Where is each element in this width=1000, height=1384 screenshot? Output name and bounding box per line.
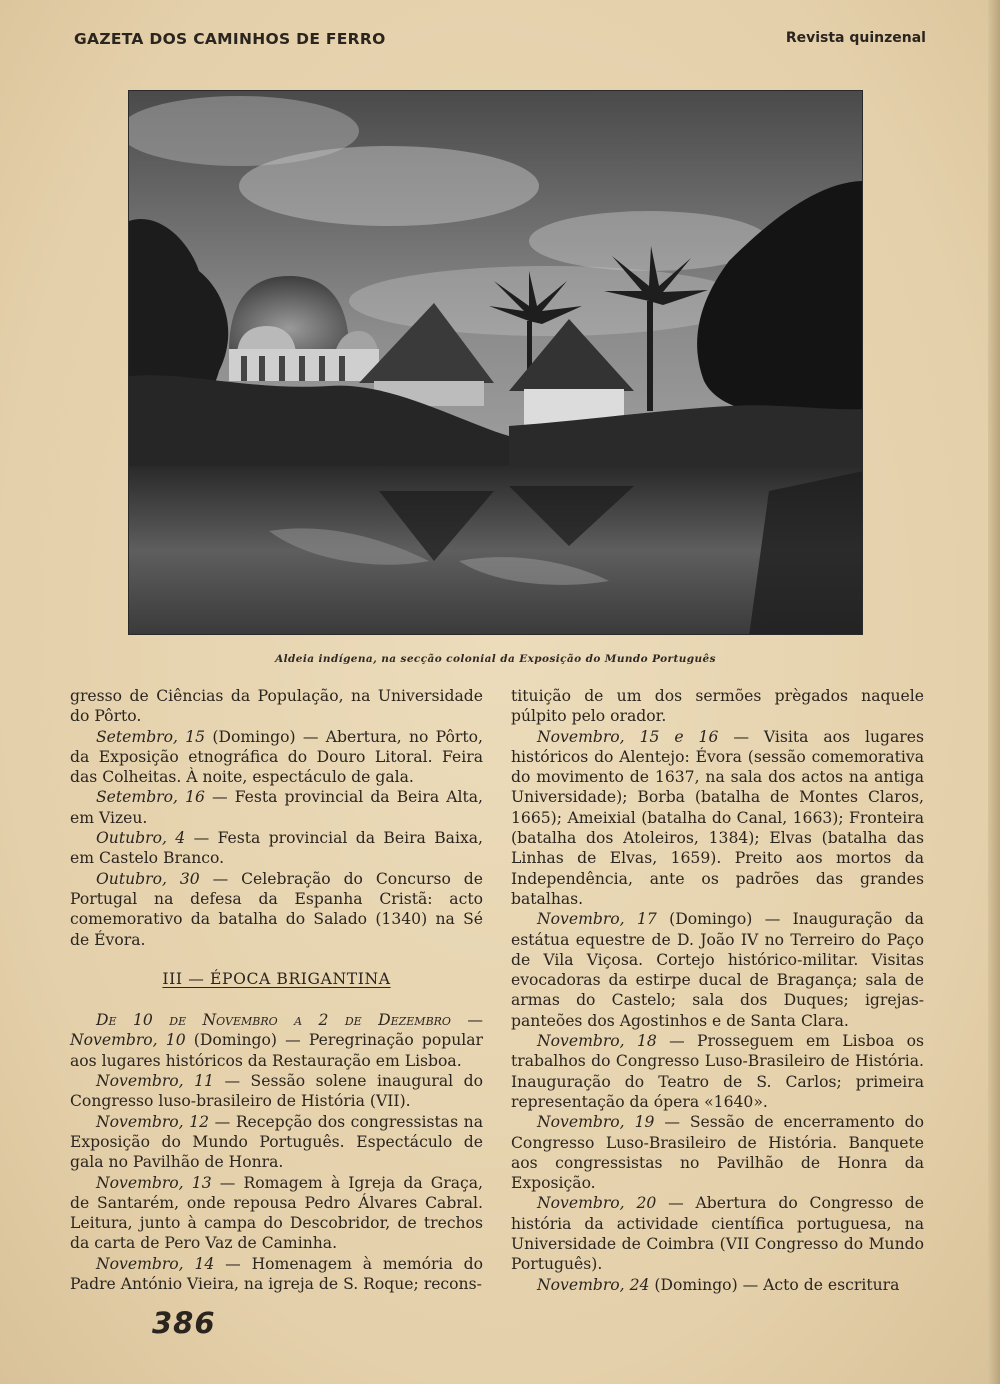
- date-range: De 10 de Novembro a 2 de Dezembro: [96, 1011, 451, 1030]
- paragraph: [511, 909, 924, 1031]
- entry-date: Setembro, 15: [96, 727, 206, 746]
- paragraph-text: — Recepção dos congressistas na Exposição do Mundo Português. Espectáculo de gala no Pavilhão de Honra.: [70, 1112, 483, 1172]
- paragraph-text: — Celebração do Concurso de Portugal na defesa da Espanha Cristã: acto comemorativo da batalha do Salado (1340) na Sé de Évora.: [70, 869, 483, 949]
- paragraph: [511, 1275, 924, 1295]
- paragraph-text: tituição de um dos sermões prègados naquele púlpito pelo orador.: [511, 687, 924, 726]
- paragraph-text: (Domingo) — Inauguração da estátua equestre de D. João IV no Terreiro do Paço de Vila Viçosa. Cortejo histórico-militar. Visitas evocadoras da estirpe ducal de Bragança; sala de armas do Castelo; sala dos Duques; igrejas-panteões dos Agostinhos e de Santa Clara.: [511, 910, 924, 1030]
- paragraph: [70, 1010, 483, 1071]
- paragraph: [70, 828, 483, 869]
- paragraph: [511, 1031, 924, 1112]
- entry-date: Novembro, 20: [537, 1194, 657, 1213]
- entry-date: Novembro, 19: [537, 1113, 655, 1132]
- entry-date: Novembro, 10: [70, 1031, 186, 1050]
- entry-date: Novembro, 15 e 16: [537, 727, 719, 746]
- entry-date: Novembro, 24: [537, 1275, 650, 1294]
- paragraph-text: (Domingo) — Peregrinação popular aos lugares históricos da Restauração em Lisboa.: [70, 1031, 483, 1070]
- paragraph: [511, 1193, 924, 1274]
- paragraph-text: gresso de Ciências da População, na Universidade do Pôrto.: [70, 687, 483, 726]
- paragraph-text: — Visita aos lugares históricos do Alentejo: Évora (sessão comemorativa do movimento de 1637, na sala dos actos na antiga Universidade); Borba (batalha de Montes Claros, 1665); Ameixial (batalha do Canal, 1663); Fronteira (batalha dos Atoleiros, 1384); Elvas (batalha das Linhas de Elvas, 1659). Preito aos mortos da Independência, ante os padrões das grandes batalhas.: [511, 727, 924, 908]
- paragraph: [70, 1254, 483, 1295]
- paragraph: [70, 686, 483, 727]
- text-column-right: [511, 686, 924, 1295]
- section-heading: [70, 969, 483, 989]
- separator: —: [450, 1011, 484, 1030]
- paragraph-text: (Domingo) — Acto de escritura: [649, 1275, 900, 1294]
- paragraph-text: — Festa provincial da Beira Baixa, em Castelo Branco.: [70, 829, 483, 868]
- paragraph-text: — Sessão de encerramento do Congresso Luso-Brasileiro de História. Banquete aos congressistas no Pavilhão de Honra da Exposição.: [511, 1113, 924, 1193]
- paragraph-text: — Abertura do Congresso de história da actividade científica portuguesa, na Universidade de Coimbra (VII Congresso do Mundo Português).: [511, 1194, 924, 1274]
- publication-title: GAZETA DOS CAMINHOS DE FERRO: [74, 30, 386, 48]
- paragraph: [70, 727, 483, 788]
- paragraph-text: — Sessão solene inaugural do Congresso luso-brasileiro de História (VII).: [70, 1072, 483, 1111]
- entry-date: Novembro, 17: [537, 910, 657, 929]
- entry-date: Setembro, 16: [96, 788, 205, 807]
- entry-date: Novembro, 14: [96, 1254, 215, 1273]
- entry-date: Outubro, 30: [96, 869, 200, 888]
- paragraph-text: — Festa provincial da Beira Alta, em Vizeu.: [70, 788, 483, 827]
- paragraph: [70, 1173, 483, 1254]
- entry-date: Novembro, 13: [96, 1173, 212, 1192]
- entry-date: Novembro, 11: [96, 1072, 214, 1091]
- paragraph: [70, 1071, 483, 1112]
- entry-date: Novembro, 12: [96, 1112, 210, 1131]
- village-photograph: [128, 90, 863, 635]
- paragraph-text: — Prosseguem em Lisboa os trabalhos do Congresso Luso-Brasileiro de História. Inauguração do Teatro de S. Carlos; primeira representação da ópera «1640».: [511, 1032, 924, 1111]
- entry-date: Outubro, 4: [96, 829, 186, 848]
- entry-date: Novembro, 18: [537, 1032, 657, 1051]
- paragraph-text: — Homenagem à memória do Padre António Vieira, na igreja de S. Roque; recons-: [70, 1254, 483, 1294]
- paragraph: [70, 1112, 483, 1173]
- paragraph: [511, 727, 924, 910]
- section-heading-text: III — ÉPOCA BRIGANTINA: [162, 969, 391, 988]
- page-edge: [988, 0, 1000, 1384]
- text-column-left: [70, 686, 483, 1294]
- publication-subtitle: Revista quinzenal: [785, 30, 926, 46]
- paragraph: [70, 869, 483, 950]
- photo-caption: Aldeia indígena, na secção colonial da Exposição do Mundo Português: [275, 653, 716, 665]
- page-number: 386: [152, 1306, 216, 1340]
- paragraph-text: — Romagem à Igreja da Graça, de Santarém, onde repousa Pedro Álvares Cabral. Leitura, junto à campa do Descobridor, de trechos da carta de Pero Vaz de Caminha.: [70, 1173, 483, 1253]
- paragraph: [70, 787, 483, 828]
- paragraph: [511, 686, 924, 727]
- paragraph-text: (Domingo) — Abertura, no Pôrto, da Exposição etnográfica do Douro Litoral. Feira das Colheitas. À noite, espectáculo de gala.: [70, 727, 483, 787]
- running-header: [74, 30, 926, 52]
- paragraph: [511, 1112, 924, 1193]
